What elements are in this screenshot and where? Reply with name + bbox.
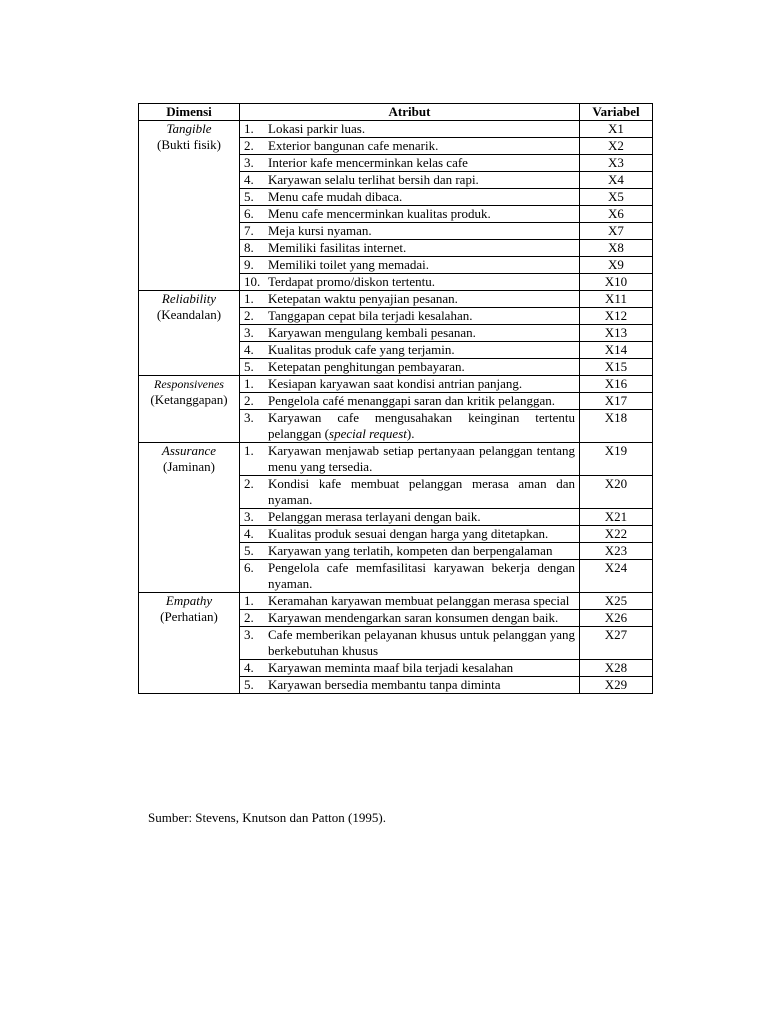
- dimension-cell: [139, 121, 240, 291]
- attribute-text: [268, 121, 575, 137]
- table-row: [139, 593, 653, 610]
- attribute-cell: [240, 660, 580, 677]
- attribute-emphasis: special request: [329, 426, 407, 441]
- item-number: 5.: [244, 189, 254, 204]
- variable-cell: X10: [580, 274, 653, 291]
- attribute-text: [268, 610, 575, 626]
- attribute-text-main: Terdapat promo/diskon tertentu.: [268, 274, 435, 289]
- attribute-text-main: Pengelola cafe memfasilitasi karyawan bekerja dengan nyaman.: [268, 560, 575, 591]
- attribute-cell: [240, 291, 580, 308]
- attribute-text: [268, 509, 575, 525]
- variable-cell: X22: [580, 526, 653, 543]
- attribute-text-main: Kualitas produk cafe yang terjamin.: [268, 342, 455, 357]
- item-number: 5.: [244, 543, 254, 558]
- variable-cell: X19: [580, 443, 653, 476]
- attribute-text-main: Karyawan yang terlatih, kompeten dan berpengalaman: [268, 543, 553, 558]
- attribute-cell: [240, 359, 580, 376]
- attribute-text: [268, 291, 575, 307]
- attribute-text: [268, 155, 575, 171]
- attribute-cell: [240, 393, 580, 410]
- attribute-text: [268, 223, 575, 239]
- variable-cell: X29: [580, 677, 653, 694]
- attribute-text-main: Karyawan meminta maaf bila terjadi kesalahan: [268, 660, 514, 675]
- attribute-text-main: Lokasi parkir luas.: [268, 121, 366, 136]
- attribute-text-main: Memiliki toilet yang memadai.: [268, 257, 430, 272]
- variable-cell: X3: [580, 155, 653, 172]
- variable-cell: X8: [580, 240, 653, 257]
- attribute-text: [268, 308, 575, 324]
- variable-cell: X17: [580, 393, 653, 410]
- attribute-cell: [240, 206, 580, 223]
- header-dimensi: Dimensi: [139, 104, 240, 121]
- attribute-cell: [240, 189, 580, 206]
- attribute-text: [268, 526, 575, 542]
- item-number: 3.: [244, 627, 254, 642]
- attribute-cell: [240, 610, 580, 627]
- attribute-text-main: Kesiapan karyawan saat kondisi antrian panjang.: [268, 376, 523, 391]
- attribute-cell: [240, 342, 580, 359]
- item-number: 3.: [244, 410, 254, 425]
- attribute-text-main: Tanggapan cepat bila terjadi kesalahan.: [268, 308, 473, 323]
- dimension-cell: [139, 376, 240, 443]
- attribute-text-main: Meja kursi nyaman.: [268, 223, 372, 238]
- attribute-text-main: Kualitas produk sesuai dengan harga yang ditetapkan.: [268, 526, 549, 541]
- variable-cell: X7: [580, 223, 653, 240]
- variable-cell: X2: [580, 138, 653, 155]
- attribute-cell: [240, 257, 580, 274]
- variable-cell: X25: [580, 593, 653, 610]
- attribute-text-main: Kondisi kafe membuat pelanggan merasa aman dan nyaman.: [268, 476, 575, 507]
- attribute-cell: [240, 593, 580, 610]
- attribute-text-tail: ).: [406, 426, 415, 441]
- attribute-text-main: Menu cafe mencerminkan kualitas produk.: [268, 206, 491, 221]
- dimension-translation: (Ketanggapan): [150, 392, 228, 407]
- variable-cell: X16: [580, 376, 653, 393]
- attribute-text: [268, 172, 575, 188]
- dimension-name: Empathy: [165, 593, 213, 608]
- attribute-cell: [240, 376, 580, 393]
- attribute-text: [268, 206, 575, 222]
- dimension-name: Assurance: [161, 443, 217, 458]
- variable-cell: X23: [580, 543, 653, 560]
- attribute-text: [268, 677, 575, 693]
- item-number: 8.: [244, 240, 254, 255]
- variable-cell: X20: [580, 476, 653, 509]
- attribute-text-main: Memiliki fasilitas internet.: [268, 240, 407, 255]
- attribute-text: [268, 274, 575, 290]
- item-number: 9.: [244, 257, 254, 272]
- attribute-text-main: Karyawan mengulang kembali pesanan.: [268, 325, 476, 340]
- variable-cell: X28: [580, 660, 653, 677]
- attribute-text: [268, 240, 575, 256]
- dimension-cell: [139, 291, 240, 376]
- attribute-cell: [240, 308, 580, 325]
- item-number: 4.: [244, 526, 254, 541]
- item-number: 2.: [244, 610, 254, 625]
- source-note: Sumber: Stevens, Knutson dan Patton (1995).: [148, 810, 386, 825]
- attribute-text: [268, 138, 575, 154]
- attribute-text: [268, 443, 575, 475]
- attribute-cell: [240, 560, 580, 593]
- attribute-text-main: Interior kafe mencerminkan kelas cafe: [268, 155, 468, 170]
- attribute-text: [268, 257, 575, 273]
- item-number: 1.: [244, 593, 254, 608]
- attribute-cell: [240, 526, 580, 543]
- item-number: 7.: [244, 223, 254, 238]
- attribute-cell: [240, 677, 580, 694]
- attribute-text: [268, 660, 575, 676]
- attribute-text-main: Ketepatan penghitungan pembayaran.: [268, 359, 465, 374]
- item-number: 1.: [244, 443, 254, 458]
- attribute-text-main: Cafe memberikan pelayanan khusus untuk pelanggan yang berkebutuhan khusus: [268, 627, 575, 658]
- attribute-cell: [240, 543, 580, 560]
- attribute-text-main: Keramahan karyawan membuat pelanggan merasa special: [268, 593, 570, 608]
- item-number: 2.: [244, 476, 254, 491]
- table-row: [139, 376, 653, 393]
- variable-cell: X24: [580, 560, 653, 593]
- dimension-translation: (Keandalan): [156, 307, 222, 322]
- variable-cell: X18: [580, 410, 653, 443]
- table-row: [139, 121, 653, 138]
- dimension-translation: (Bukti fisik): [157, 137, 221, 152]
- attribute-text-main: Menu cafe mudah dibaca.: [268, 189, 403, 204]
- attribute-text-main: Karyawan mendengarkan saran konsumen dengan baik.: [268, 610, 559, 625]
- item-number: 5.: [244, 677, 254, 692]
- attribute-text: [268, 342, 575, 358]
- item-number: 3.: [244, 155, 254, 170]
- attribute-text-main: Pengelola café menanggapi saran dan kritik pelanggan.: [268, 393, 555, 408]
- attribute-cell: [240, 223, 580, 240]
- item-number: 1.: [244, 291, 254, 306]
- table-row: [139, 291, 653, 308]
- variable-cell: X5: [580, 189, 653, 206]
- attribute-text: [268, 476, 575, 508]
- attribute-text: [268, 189, 575, 205]
- table-row: [139, 443, 653, 476]
- attribute-text: [268, 543, 575, 559]
- dimension-translation: (Perhatian): [160, 609, 218, 624]
- attribute-cell: [240, 443, 580, 476]
- dimension-name: Responsivenes: [154, 377, 224, 391]
- attribute-cell: [240, 476, 580, 509]
- item-number: 2.: [244, 393, 254, 408]
- attribute-text: [268, 325, 575, 341]
- item-number: 3.: [244, 509, 254, 524]
- item-number: 5.: [244, 359, 254, 374]
- variable-cell: X4: [580, 172, 653, 189]
- item-number: 4.: [244, 660, 254, 675]
- attribute-cell: [240, 325, 580, 342]
- attribute-text-main: Karyawan selalu terlihat bersih dan rapi.: [268, 172, 479, 187]
- dimension-cell: [139, 443, 240, 593]
- variable-cell: X6: [580, 206, 653, 223]
- item-number: 10.: [244, 274, 261, 289]
- item-number: 2.: [244, 308, 254, 323]
- attribute-text: [268, 393, 575, 409]
- item-number: 6.: [244, 560, 254, 575]
- attribute-cell: [240, 410, 580, 443]
- attribute-text: [268, 560, 575, 592]
- dimension-name: Reliability: [161, 291, 217, 306]
- variable-cell: X15: [580, 359, 653, 376]
- item-number: 4.: [244, 342, 254, 357]
- header-variabel: Variabel: [580, 104, 653, 121]
- item-number: 1.: [244, 121, 254, 136]
- attribute-table: [138, 103, 653, 694]
- attribute-cell: [240, 138, 580, 155]
- variable-cell: X9: [580, 257, 653, 274]
- dimension-name: Tangible: [166, 121, 212, 136]
- attribute-text: [268, 410, 575, 442]
- attribute-text-main: Exterior bangunan cafe menarik.: [268, 138, 439, 153]
- attribute-text-main: Ketepatan waktu penyajian pesanan.: [268, 291, 458, 306]
- item-number: 3.: [244, 325, 254, 340]
- item-number: 2.: [244, 138, 254, 153]
- attribute-cell: [240, 240, 580, 257]
- attribute-text: [268, 593, 575, 609]
- dimension-translation: (Jaminan): [163, 459, 215, 474]
- attribute-cell: [240, 627, 580, 660]
- item-number: 6.: [244, 206, 254, 221]
- attribute-text-main: Pelanggan merasa terlayani dengan baik.: [268, 509, 481, 524]
- attribute-text: [268, 359, 575, 375]
- variable-cell: X26: [580, 610, 653, 627]
- dimension-cell: [139, 593, 240, 694]
- table-header: [139, 104, 653, 121]
- variable-cell: X14: [580, 342, 653, 359]
- item-number: 4.: [244, 172, 254, 187]
- attribute-cell: [240, 172, 580, 189]
- attribute-cell: [240, 274, 580, 291]
- attribute-text-main: Karyawan menjawab setiap pertanyaan pelanggan tentang menu yang tersedia.: [268, 443, 575, 474]
- variable-cell: X12: [580, 308, 653, 325]
- variable-cell: X1: [580, 121, 653, 138]
- attribute-text: [268, 627, 575, 659]
- attribute-cell: [240, 509, 580, 526]
- variable-cell: X11: [580, 291, 653, 308]
- attribute-cell: [240, 155, 580, 172]
- variable-cell: X13: [580, 325, 653, 342]
- attribute-cell: [240, 121, 580, 138]
- attribute-text-main: Karyawan bersedia membantu tanpa diminta: [268, 677, 501, 692]
- variable-cell: X27: [580, 627, 653, 660]
- header-atribut: Atribut: [240, 104, 580, 121]
- attribute-text: [268, 376, 575, 392]
- table-body: [139, 121, 653, 694]
- item-number: 1.: [244, 376, 254, 391]
- variable-cell: X21: [580, 509, 653, 526]
- attribute-text-main: Karyawan cafe mengusahakan keinginan tertentu pelanggan (: [268, 410, 575, 441]
